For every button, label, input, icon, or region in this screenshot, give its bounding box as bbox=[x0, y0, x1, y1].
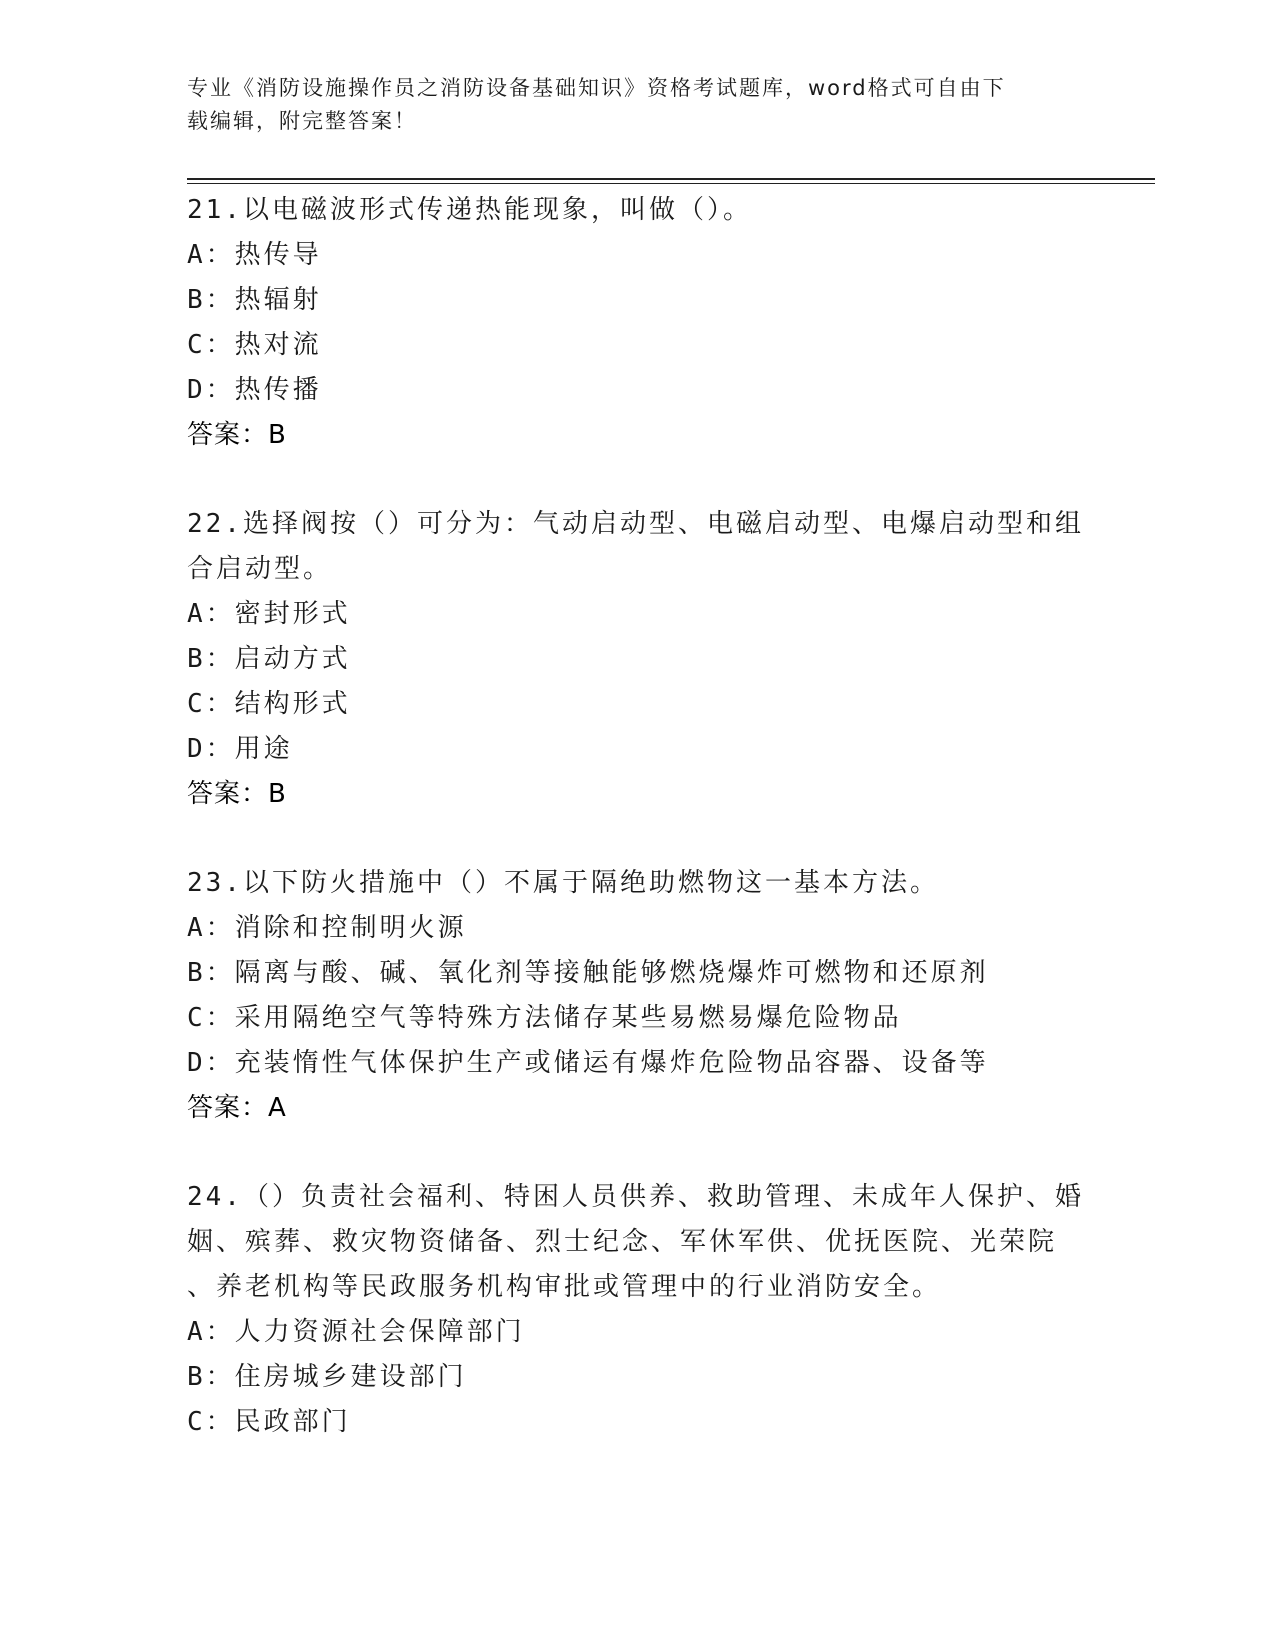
option-b: B：启动方式 bbox=[187, 644, 351, 674]
option-a: A：热传导 bbox=[187, 240, 322, 270]
option-d: D：用途 bbox=[187, 734, 293, 764]
option-c: C：民政部门 bbox=[187, 1407, 351, 1437]
answer: 答案：B bbox=[187, 420, 287, 450]
question-stem-line-3: 、养老机构等民政服务机构审批或管理中的行业消防安全。 bbox=[187, 1272, 942, 1302]
question-24 bbox=[187, 1175, 1087, 1445]
option-b: B：住房城乡建设部门 bbox=[187, 1362, 467, 1392]
question-21 bbox=[187, 188, 1087, 458]
document-header bbox=[187, 72, 1087, 138]
option-b: B：隔离与酸、碱、氧化剂等接触能够燃烧爆炸可燃物和还原剂 bbox=[187, 958, 989, 988]
option-a: A：消除和控制明火源 bbox=[187, 913, 467, 943]
question-stem-line-1: 24.（）负责社会福利、特困人员供养、救助管理、未成年人保护、婚 bbox=[187, 1182, 1084, 1212]
question-stem-line-2: 合启动型。 bbox=[187, 554, 333, 584]
header-divider-thin bbox=[187, 183, 1155, 184]
header-line-2: 载编辑，附完整答案！ bbox=[187, 109, 417, 133]
option-c: C：结构形式 bbox=[187, 689, 351, 719]
option-a: A：密封形式 bbox=[187, 599, 351, 629]
option-a: A：人力资源社会保障部门 bbox=[187, 1317, 525, 1347]
question-22 bbox=[187, 502, 1087, 817]
question-23 bbox=[187, 861, 1087, 1131]
question-stem-line-1: 22.选择阀按（）可分为：气动启动型、电磁启动型、电爆启动型和组 bbox=[187, 509, 1084, 539]
question-stem: 21.以电磁波形式传递热能现象，叫做（）。 bbox=[187, 195, 752, 225]
question-stem: 23.以下防火措施中（）不属于隔绝助燃物这一基本方法。 bbox=[187, 868, 939, 898]
option-b: B：热辐射 bbox=[187, 285, 322, 315]
question-stem-line-2: 姻、殡葬、救灾物资储备、烈士纪念、军休军供、优抚医院、光荣院 bbox=[187, 1227, 1058, 1257]
option-d: D：热传播 bbox=[187, 375, 322, 405]
option-c: C：热对流 bbox=[187, 330, 322, 360]
header-line-1: 专业《消防设施操作员之消防设备基础知识》资格考试题库，word格式可自由下 bbox=[187, 76, 1006, 100]
option-c: C：采用隔绝空气等特殊方法储存某些易燃易爆危险物品 bbox=[187, 1003, 902, 1033]
header-divider-thick bbox=[187, 178, 1155, 180]
answer: 答案：A bbox=[187, 1093, 287, 1123]
question-list bbox=[187, 188, 1087, 1489]
option-d: D：充装惰性气体保护生产或储运有爆炸危险物品容器、设备等 bbox=[187, 1048, 989, 1078]
answer: 答案：B bbox=[187, 779, 287, 809]
